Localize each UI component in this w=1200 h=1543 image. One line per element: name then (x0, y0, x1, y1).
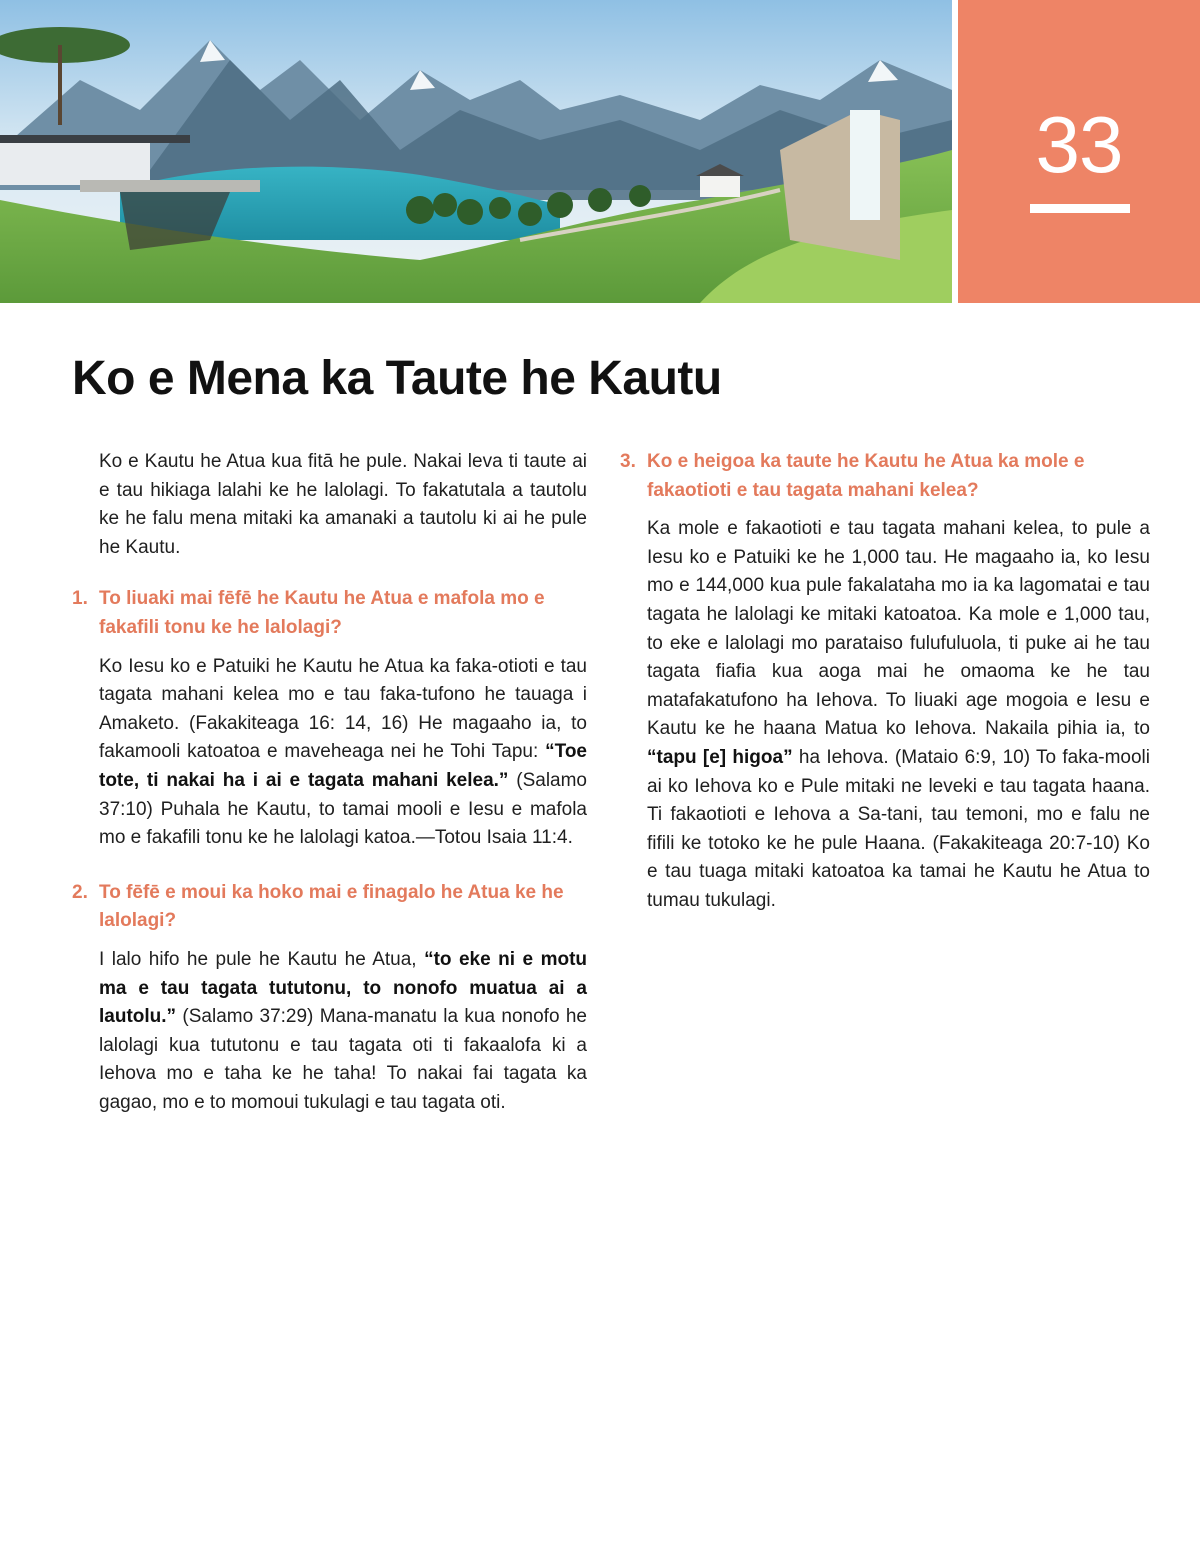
answer-text: Ka mole e fakaotioti e tau tagata mahani kelea, to pule a Iesu ko e Patuiki ke he 1,000 tau. He magaaho ia, ko Iesu mo e 144,000 kua pule fakalataha mo ia ka lagomatai e tau tagata he lalolagi ke mitaki katoatoa. Ka mole e 1,000 tau, to eke e lalolagi mo parataiso fulufuluola, ti puke ai he tau tagata fiafia kua aoga mai he omaoma ke he tau matafakatufono ha Iehova. To liuaki age mogoia e Iesu e Kautu ke he haana Matua ko Iehova. Nakaila pihia ia, to (647, 518, 1150, 740)
answer-text: ha Iehova. (Mataio 6:9, 10) To faka-mooli ai ko Iehova ko e Pule mitaki ne leveki e tau tagata haana. Ti fakaotioti e Iehova a Sa-tani, tau temoni, mo e falu ne fifili ke totoko ke he pule Haana. (Fakakiteaga 20:7-10) Ko e tau tuaga mitaki katoatoa ka tamai he Kautu he Atua to tumau tukulagi. (647, 746, 1150, 911)
right-column (620, 448, 1150, 942)
answer-paragraph (620, 515, 1150, 915)
scripture-quote: “tapu [e] higoa” (647, 746, 793, 768)
chapter-number: 33 (1035, 100, 1123, 189)
intro-paragraph: Ko e Kautu he Atua kua fitā he pule. Nakai leva ti taute ai e tau hikiaga lalahi ke he lalolagi. To fakatutala a tautolu ke he falu mena mitaki ka amanaki a tautolu ki ai he pule he Kautu. (99, 451, 587, 558)
section-1 (72, 585, 587, 852)
section-3 (620, 448, 1150, 916)
question-number: 2. (72, 881, 88, 903)
question-text: Ko e heigoa ka taute he Kautu he Atua ka mole e fakaotioti e tau tagata mahani kelea? (647, 451, 1085, 501)
scripture-quote: “to eke ni e motu ma e tau tagata tututonu, to nonofo muatua ai a lautolu.” (99, 948, 588, 1028)
landscape-image (0, 0, 952, 303)
chapter-number-underline (1030, 204, 1130, 213)
answer-paragraph (72, 946, 587, 1118)
question-number: 3. (620, 451, 636, 472)
header-illustration (0, 0, 952, 303)
page-title: Ko e Mena ka Taute he Kautu (72, 352, 722, 405)
question-text: To liuaki mai fēfē he Kautu he Atua e mafola mo e fakafili tonu ke he lalolagi? (99, 588, 545, 638)
question-heading (72, 879, 587, 936)
answer-paragraph (72, 653, 587, 853)
question-number: 1. (72, 588, 88, 610)
answer-text: I lalo hifo he pule he Kautu he Atua, (99, 948, 425, 970)
left-column (72, 448, 587, 1143)
answer-text: Ko Iesu ko e Patuiki he Kautu he Atua ka faka-otioti e tau tagata mahani kelea mo e tau faka-tufono he tauaga i Amaketo. (Fakakiteaga 16: 14, 16) He magaaho ia, to fakamooli katoatoa e maveheaga nei he Tohi Tapu: (99, 655, 587, 763)
answer-text: (Salamo 37:29) Mana-manatu la kua nonofo he lalolagi kua tututonu e tau tagata oti ti fakaalofa ki a Iehova mo e taha ke he taha! To nakai fai tagata ka gagao, mo e to momoui tukulagi e tau tagata oti. (99, 1006, 587, 1113)
question-text: To fēfē e moui ka hoko mai e finagalo he Atua ke he lalolagi? (99, 881, 564, 932)
scripture-quote: “Toe tote, ti nakai ha i ai e tagata mahani kelea.” (99, 741, 587, 791)
question-heading (620, 448, 1150, 505)
answer-text: (Salamo 37:10) Puhala he Kautu, to tamai mooli e Iesu e mafola mo e fakafili tonu ke he lalolagi katoa.—Totou Isaia 11:4. (99, 769, 587, 849)
question-heading (72, 585, 587, 642)
section-2 (72, 879, 587, 1118)
